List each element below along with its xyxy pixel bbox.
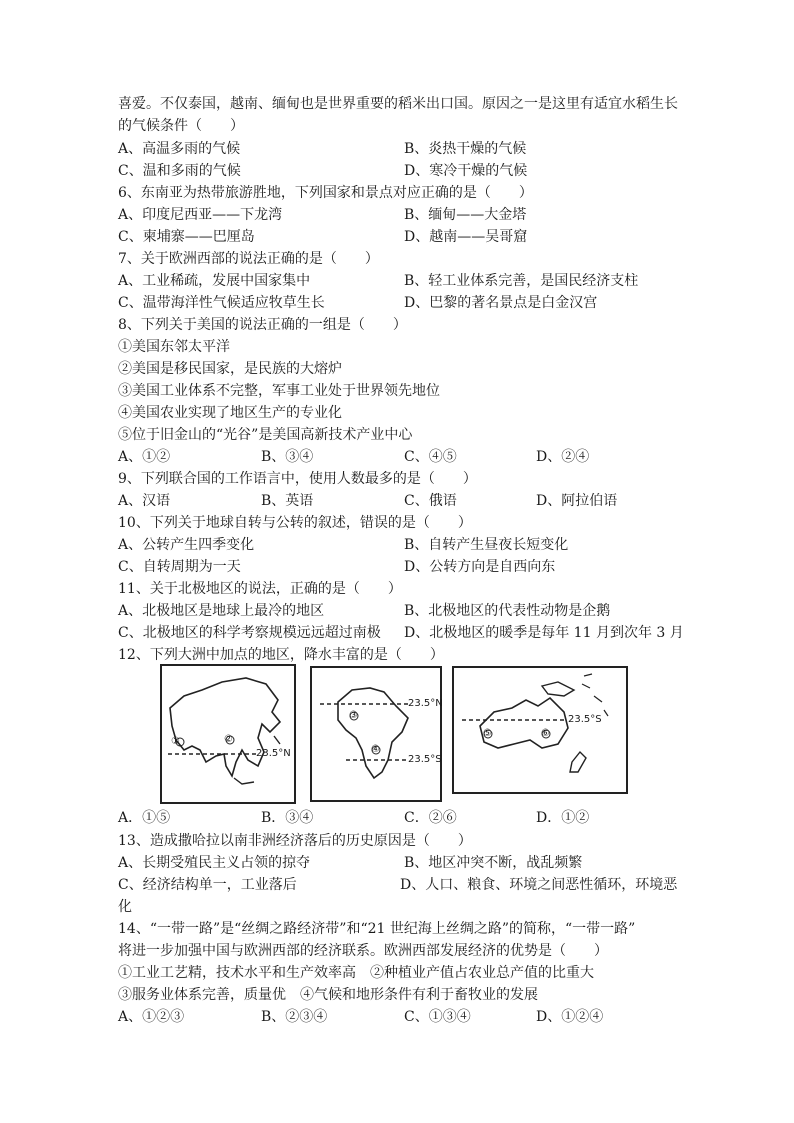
q12-stem: 12、下列大洲中加点的地区，降水丰富的是（ ） (118, 647, 444, 663)
q13-option-d[interactable]: D、人口、粮食、环境之间恶性循环，环境恶 (400, 877, 678, 893)
q12-option-c[interactable]: C．②⑥ (404, 810, 457, 826)
q8-item-3: ③美国工业体系不完整，军事工业处于世界领先地位 (118, 383, 440, 399)
q9-option-c[interactable]: C、俄语 (404, 493, 457, 509)
q6-option-c[interactable]: C、柬埔寨——巴厘岛 (118, 229, 255, 245)
africa-south-latitude-label: 23.5°S (408, 754, 442, 765)
africa-map (310, 666, 442, 802)
q8-option-a[interactable]: A、①② (118, 449, 171, 465)
africa-point-3-label: ③ (349, 710, 358, 721)
q5-option-c[interactable]: C、温和多雨的气候 (118, 163, 241, 179)
q5-stem-line1: 喜爱。不仅泰国，越南、缅甸也是世界重要的稻米出口国。原因之一是这里有适宜水稻生长 (118, 96, 678, 112)
q14-option-d[interactable]: D、①②④ (536, 1009, 604, 1025)
q5-stem-line2: 的气候条件（ ） (118, 118, 244, 134)
oceania-latitude-label: 23.5°S (568, 714, 602, 725)
q14-option-b[interactable]: B、②③④ (261, 1009, 328, 1025)
q7-stem: 7、关于欧洲西部的说法正确的是（ ） (118, 251, 379, 267)
q9-stem: 9、下列联合国的工作语言中，使用人数最多的是（ ） (118, 471, 477, 487)
q13-option-c[interactable]: C、经济结构单一，工业落后 (118, 877, 297, 893)
q10-option-d[interactable]: D、公转方向是自西向东 (404, 559, 556, 575)
q14-stem-line1: 14、“一带一路”是“丝绸之路经济带”和“21 世纪海上丝绸之路”的简称，“一带一路” (118, 921, 636, 937)
q14-items-line1: ①工业工艺精，技术水平和生产效率高 ②种植业产值占农业总产值的比重大 (118, 965, 594, 981)
q13-option-b[interactable]: B、地区冲突不断，战乱频繁 (404, 855, 583, 871)
q12-option-a[interactable]: A．①⑤ (118, 810, 171, 826)
q11-option-a[interactable]: A、北极地区是地球上最冷的地区 (118, 603, 325, 619)
asia-point-1-label: ① (171, 736, 180, 747)
q10-option-a[interactable]: A、公转产生四季变化 (118, 537, 255, 553)
q8-item-4: ④美国农业实现了地区生产的专业化 (118, 405, 342, 421)
q14-option-c[interactable]: C、①③④ (404, 1009, 471, 1025)
q7-option-a[interactable]: A、工业稀疏，发展中国家集中 (118, 273, 311, 289)
q11-stem: 11、关于北极地区的说法，正确的是（ ） (118, 581, 402, 597)
q8-option-c[interactable]: C、④⑤ (404, 449, 457, 465)
continent-maps (160, 664, 630, 810)
q11-option-c[interactable]: C、北极地区的科学考察规模远远超过南极 (118, 625, 381, 641)
q8-option-d[interactable]: D、②④ (536, 449, 590, 465)
africa-outline (312, 668, 440, 800)
q12-option-d[interactable]: D．①② (536, 810, 590, 826)
q13-option-d-continued: 化 (118, 899, 132, 915)
oceania-point-5-label: ⑤ (483, 728, 492, 739)
africa-north-latitude-label: 23.5°N (408, 698, 443, 709)
q9-option-d[interactable]: D、阿拉伯语 (536, 493, 618, 509)
africa-point-4-label: ④ (371, 744, 380, 755)
q5-option-a[interactable]: A、高温多雨的气候 (118, 141, 241, 157)
q5-option-b[interactable]: B、炎热干燥的气候 (404, 141, 527, 157)
q6-stem: 6、东南亚为热带旅游胜地，下列国家和景点对应正确的是（ ） (118, 185, 533, 201)
q6-option-a[interactable]: A、印度尼西亚——下龙湾 (118, 207, 283, 223)
q10-stem: 10、下列关于地球自转与公转的叙述，错误的是（ ） (118, 515, 472, 531)
q8-item-1: ①美国东邻太平洋 (118, 339, 230, 355)
oceania-outline (454, 668, 626, 792)
q5-option-d[interactable]: D、寒冷干燥的气候 (404, 163, 528, 179)
oceania-map (452, 666, 628, 794)
q7-option-d[interactable]: D、巴黎的著名景点是白金汉宫 (404, 295, 598, 311)
q12-option-b[interactable]: B．③④ (261, 810, 314, 826)
q14-items-line2: ③服务业体系完善，质量优 ④气候和地形条件有利于畜牧业的发展 (118, 987, 538, 1003)
q8-item-2: ②美国是移民国家，是民族的大熔炉 (118, 361, 342, 377)
asia-map (160, 664, 296, 804)
q8-item-5: ⑤位于旧金山的“光谷”是美国高新技术产业中心 (118, 427, 413, 443)
q10-option-b[interactable]: B、自转产生昼夜长短变化 (404, 537, 569, 553)
q6-option-b[interactable]: B、缅甸——大金塔 (404, 207, 527, 223)
q13-stem: 13、造成撒哈拉以南非洲经济落后的历史原因是（ ） (118, 833, 472, 849)
asia-point-2-label: ② (224, 734, 233, 745)
asia-latitude-label: 23.5°N (256, 748, 291, 759)
q14-option-a[interactable]: A、①②③ (118, 1009, 185, 1025)
q9-option-a[interactable]: A、汉语 (118, 493, 171, 509)
q6-option-d[interactable]: D、越南——吴哥窟 (404, 229, 528, 245)
oceania-point-6-label: ⑥ (541, 728, 550, 739)
q13-option-a[interactable]: A、长期受殖民主义占领的掠夺 (118, 855, 311, 871)
q8-option-b[interactable]: B、③④ (261, 449, 314, 465)
q14-stem-line2: 将进一步加强中国与欧洲西部的经济联系。欧洲西部发展经济的优势是（ ） (118, 943, 608, 959)
q9-option-b[interactable]: B、英语 (261, 493, 314, 509)
q10-option-c[interactable]: C、自转周期为一天 (118, 559, 241, 575)
q7-option-b[interactable]: B、轻工业体系完善，是国民经济支柱 (404, 273, 639, 289)
q7-option-c[interactable]: C、温带海洋性气候适应牧草生长 (118, 295, 325, 311)
q11-option-d[interactable]: D、北极地区的暖季是每年 11 月到次年 3 月 (404, 625, 684, 641)
q11-option-b[interactable]: B、北极地区的代表性动物是企鹅 (404, 603, 611, 619)
q8-stem: 8、下列关于美国的说法正确的一组是（ ） (118, 317, 407, 333)
